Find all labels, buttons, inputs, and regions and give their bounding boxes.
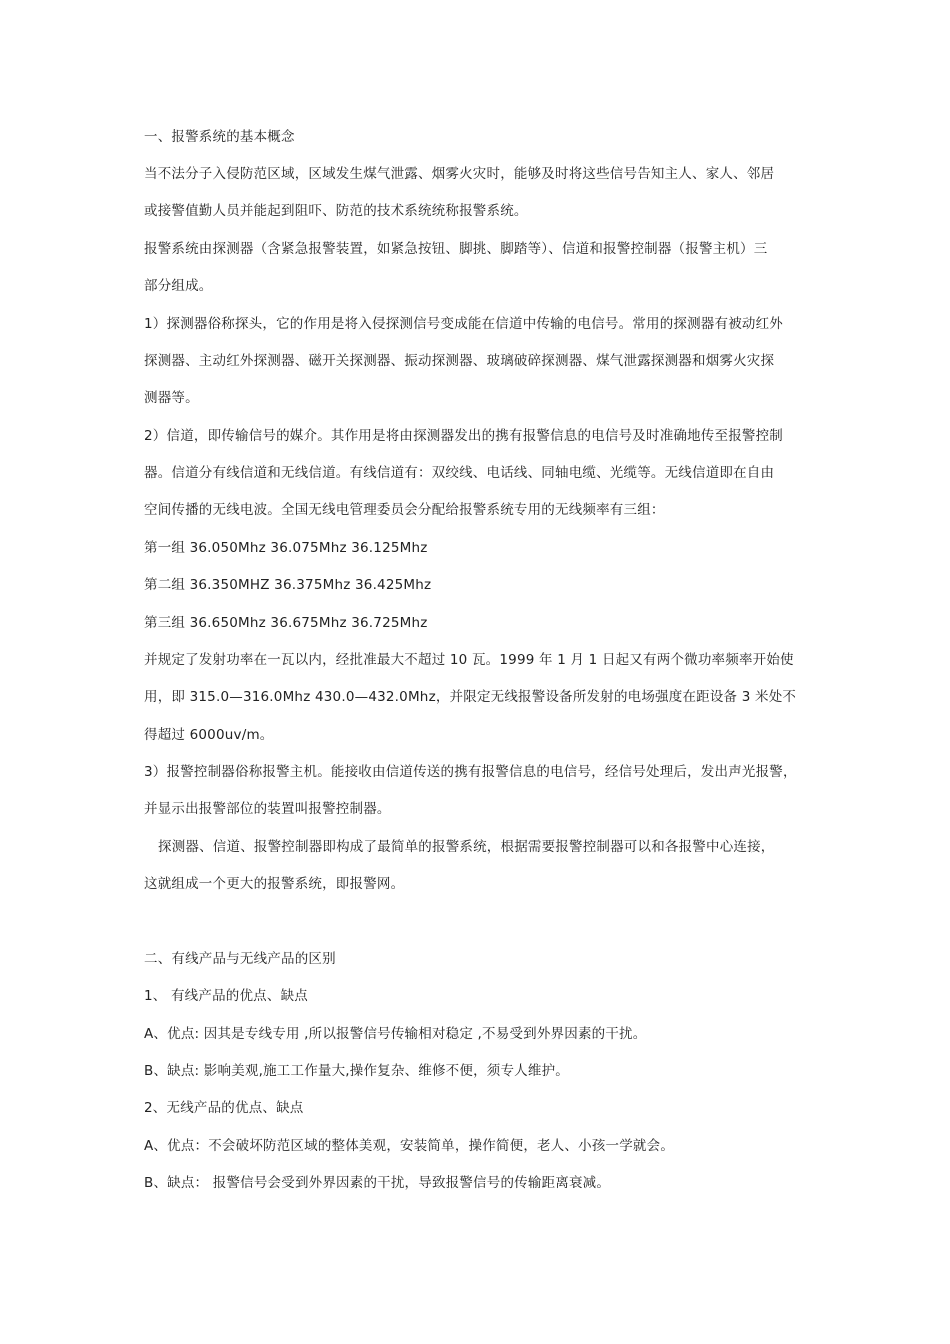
- paragraph-line: 器。信道分有线信道和无线信道。有线信道有：双绞线、电话线、同轴电缆、光缆等。无线信道即在自由: [144, 465, 775, 481]
- paragraph-line: 空间传播的无线电波。全国无线电管理委员会分配给报警系统专用的无线频率有三组：: [144, 502, 665, 518]
- subheading-wireless: 2、无线产品的优点、缺点: [144, 1100, 304, 1116]
- paragraph-line: 报警系统由探测器（含紧急报警装置，如紧急按钮、脚挑、脚踏等）、信道和报警控制器（报警主机）三: [144, 241, 768, 257]
- subheading-wired: 1、 有线产品的优点、缺点: [144, 988, 308, 1004]
- frequency-group-line: 第二组 36.350MHZ 36.375Mhz 36.425Mhz: [144, 577, 432, 593]
- paragraph-line: 3）报警控制器俗称报警主机。能接收由信道传送的携有报警信息的电信号，经信号处理后，发出声光报警，: [144, 764, 797, 780]
- paragraph-line: 2）信道，即传输信号的媒介。其作用是将由探测器发出的携有报警信息的电信号及时准确地传至报警控制: [144, 428, 783, 444]
- section-heading-basic-concept: 一、报警系统的基本概念: [144, 129, 295, 145]
- list-item: B、缺点: 影响美观,施工工作量大,操作复杂、维修不便，须专人维护。: [144, 1063, 569, 1079]
- section-heading-wired-vs-wireless: 二、有线产品与无线产品的区别: [144, 951, 336, 967]
- paragraph-line: 探测器、主动红外探测器、磁开关探测器、振动探测器、玻璃破碎探测器、煤气泄露探测器和烟雾火灾探: [144, 353, 775, 369]
- paragraph-line: 1）探测器俗称探头，它的作用是将入侵探测信号变成能在信道中传输的电信号。常用的探测器有被动红外: [144, 316, 783, 332]
- paragraph-line: 或接警值勤人员并能起到阻吓、防范的技术系统统称报警系统。: [144, 203, 528, 219]
- paragraph-line: 当不法分子入侵防范区域，区域发生煤气泄露、烟雾火灾时，能够及时将这些信号告知主人、家人、邻居: [144, 166, 775, 182]
- paragraph-line: 用，即 315.0—316.0Mhz 430.0—432.0Mhz，并限定无线报警设备所发射的电场强度在距设备 3 米处不: [144, 689, 797, 705]
- list-item: B、缺点： 报警信号会受到外界因素的干扰，导致报警信号的传输距离衰减。: [144, 1175, 611, 1191]
- paragraph-line: 探测器、信道、报警控制器即构成了最简单的报警系统，根据需要报警控制器可以和各报警中心连接，: [158, 839, 775, 855]
- list-item: A、优点：不会破坏防范区域的整体美观，安装简单，操作简便，老人、小孩一学就会。: [144, 1138, 675, 1154]
- paragraph-line: 测器等。: [144, 390, 199, 406]
- paragraph-line: 并显示出报警部位的装置叫报警控制器。: [144, 801, 391, 817]
- paragraph-line: 这就组成一个更大的报警系统，即报警网。: [144, 876, 405, 892]
- frequency-group-line: 第一组 36.050Mhz 36.075Mhz 36.125Mhz: [144, 540, 428, 556]
- paragraph-line: 部分组成。: [144, 278, 213, 294]
- list-item: A、优点: 因其是专线专用 ,所以报警信号传输相对稳定 ,不易受到外界因素的干扰。: [144, 1026, 647, 1042]
- frequency-group-line: 第三组 36.650Mhz 36.675Mhz 36.725Mhz: [144, 615, 428, 631]
- paragraph-line: 得超过 6000uv/m。: [144, 727, 274, 743]
- paragraph-line: 并规定了发射功率在一瓦以内，经批准最大不超过 10 瓦。1999 年 1 月 1 日起又有两个微功率频率开始使: [144, 652, 794, 668]
